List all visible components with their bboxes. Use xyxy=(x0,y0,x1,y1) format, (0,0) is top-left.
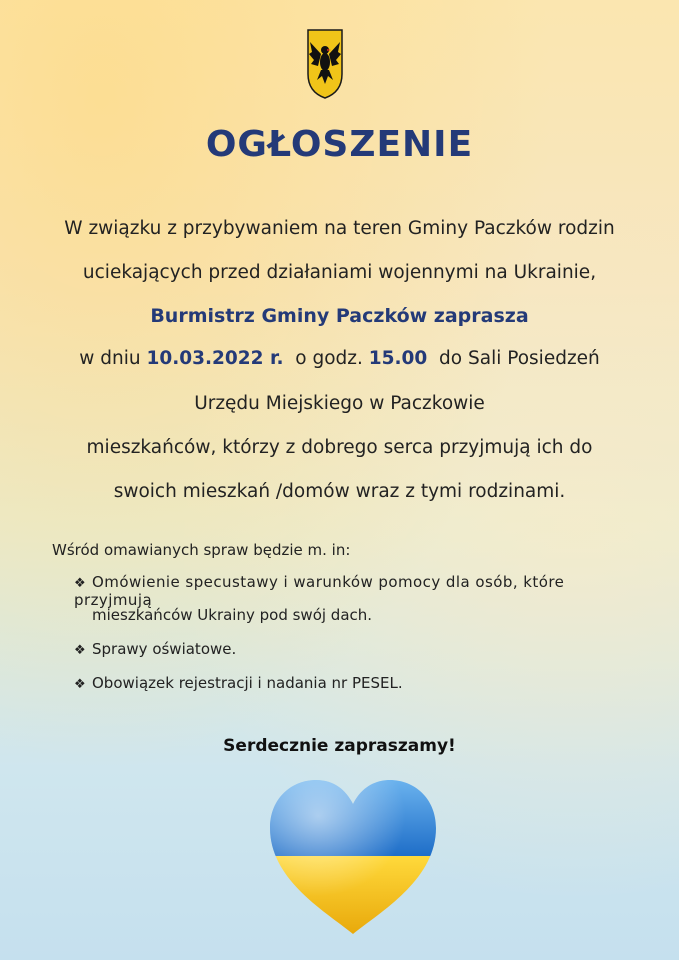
date-time-line xyxy=(0,348,679,369)
body-line-2: uciekających przed działaniami wojennymi na Ukrainie, xyxy=(82,262,597,283)
body-line-6: mieszkańców, którzy z dobrego serca przyjmują ich do xyxy=(86,437,593,458)
bullet-diamond-icon: ❖ xyxy=(74,576,86,591)
bullet-diamond-icon: ❖ xyxy=(74,643,86,658)
venue-line: Urzędu Miejskiego w Paczkowie xyxy=(194,393,485,414)
agenda-item-2 xyxy=(74,640,236,658)
agenda-intro: Wśród omawianych spraw będzie m. in: xyxy=(52,541,351,559)
agenda-item-3-text: Obowiązek rejestracji i nadania nr PESEL. xyxy=(92,674,403,692)
agenda-item-1-continuation: mieszkańców Ukrainy pod swój dach. xyxy=(92,606,373,624)
body-line-1: W związku z przybywaniem na teren Gminy Paczków rodzin xyxy=(64,218,615,239)
closing-text: Serdecznie zapraszamy! xyxy=(223,736,456,756)
bullet-diamond-icon: ❖ xyxy=(74,677,86,692)
meeting-date: 10.03.2022 r. xyxy=(146,348,284,369)
agenda-item-1-text: Omówienie specustawy i warunków pomocy dla osób, które przyjmują xyxy=(74,573,565,609)
agenda-item-2-text: Sprawy oświatowe. xyxy=(92,640,237,658)
agenda-item-1 xyxy=(74,573,634,609)
ukraine-heart-icon xyxy=(266,776,440,936)
body-line-7: swoich mieszkań /domów wraz z tymi rodzinami. xyxy=(113,481,566,502)
invitation-line: Burmistrz Gminy Paczków zaprasza xyxy=(150,305,529,327)
agenda-item-3 xyxy=(74,674,403,692)
page-title: OGŁOSZENIE xyxy=(205,124,474,165)
time-prefix: o godz. xyxy=(295,348,363,369)
venue-prefix: do Sali Posiedzeń xyxy=(439,348,600,369)
date-prefix: w dniu xyxy=(79,348,141,369)
meeting-time: 15.00 xyxy=(368,348,428,369)
coat-of-arms-icon xyxy=(306,28,344,100)
